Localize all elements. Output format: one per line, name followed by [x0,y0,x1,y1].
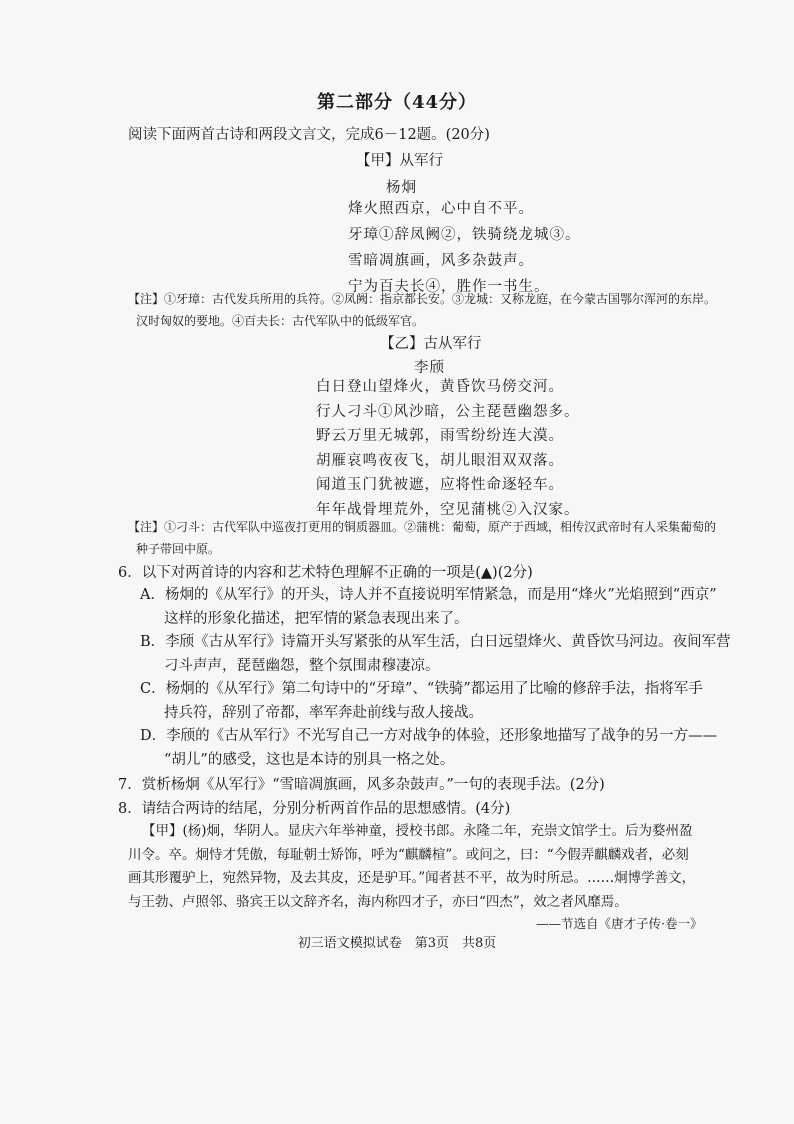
option-c [140,678,731,725]
poem-b-line: 野云万里无城郭，雨雪纷纷连大漠。 [316,428,564,444]
question-7: 7．赏析杨炯《从军行》“雪暗凋旗画，风多杂鼓声。”一句的表现手法。(2分) [118,777,605,793]
option-b [140,631,731,678]
option-line: 持兵符，辞别了帝都，率军奔赴前线与敌人接战。 [164,704,483,721]
question-6-stem: 6．以下对两首诗的内容和艺术特色理解不正确的一项是(▲)(2分) [118,565,533,581]
option-a [140,584,731,631]
poem-b-line: 年年战骨埋荒外，空见蒲桃②入汉家。 [316,501,580,518]
option-line: B．李颀《古从军行》诗篇开头写紧张的从军生活，白日远望烽火、黄昏饮马河边。夜间军营 [140,634,731,650]
poem-b-line: 行人刁斗①风沙暗，公主琵琶幽怨多。 [316,403,580,420]
poem-b-line: 白日登山望烽火，黄昏饮马傍交河。 [316,379,564,395]
passage-line: 【甲】(杨)炯，华阴人。显庆六年举神童，授校书郎。永隆二年，充崇文馆学士。后为婺州盈 [142,823,693,839]
section-title: 第二部分（44分） [316,92,478,113]
passage-line: 川令。卒。炯恃才凭傲，每耻朝士矫饰，呼为“麒麟楦”。或问之，曰：“今假弄麒麟戏者，必刻 [128,846,689,863]
passage-line: 与王勃、卢照邻、骆宾王以文辞齐名，海内称四才子，亦曰“四杰”，效之者风靡焉。 [128,893,628,910]
poem-a-line: 烽火照西京，心中自不平。 [348,201,534,217]
classical-passage [128,820,695,914]
option-line: C．杨炯的《从军行》第二句诗中的“牙璋”、“铁骑”都运用了比喻的修辞手法，指将军手 [140,681,703,697]
poem-a-notes [128,288,716,332]
note-line: 【注】①牙璋：古代发兵所用的兵符。②凤阙：指京都长安。③龙城：又称龙庭，在今蒙古国鄂尔浑河的东岸。 [128,292,717,306]
poem-a-body [348,190,581,300]
page-footer: 初三语文模拟试卷 第3页 共8页 [297,936,497,951]
passage-source: ——节选自《唐才子传·卷一》 [536,916,703,931]
note-line: 【注】①刁斗：古代军队中巡夜打更用的铜质器皿。②蒲桃：葡萄，原产于西域，相传汉武帝时有人采集葡萄的 [128,520,717,534]
option-line: 这样的形象化描述，把军情的紧急表现出来了。 [164,610,469,627]
option-line: A．杨炯的《从军行》的开头，诗人并不直接说明军情紧急，而是用“烽火”光焰照到“西京” [140,587,717,603]
option-line: 刁斗声声，琵琶幽怨，整个氛围肃穆凄凉。 [164,657,440,674]
poem-a-line: 牙璋①辞凤阙②，铁骑绕龙城③。 [348,227,581,243]
poem-a-line: 宁为百夫长④，胜作一书生。 [348,279,550,295]
poem-b-body [316,375,580,522]
passage-line: 画其形覆驴上，宛然异物，及去其皮，还是驴耳。”闻者甚不平，故为时所忌。……炯博学善文， [128,870,696,886]
poem-b-line: 胡雁哀鸣夜夜飞，胡儿眼泪双双落。 [316,452,564,469]
poem-b-title: 【乙】古从军行 [380,336,482,352]
option-line: “胡儿”的感受，这也是本诗的别具一格之处。 [164,751,455,768]
poem-b-line: 闻道玉门犹被遮，应将性命逐轻车。 [316,477,564,493]
poem-b-author: 李颀 [414,360,445,376]
option-line: D．李颀的《古从军行》不光写自己一方对战争的体验，还形象地描写了战争的另一方—— [140,728,718,744]
question-6-options [140,584,731,772]
poem-a-line: 雪暗凋旗画，风多杂鼓声。 [348,253,534,269]
note-line: 汉时匈奴的要地。④百夫长：古代军队中的低级军官。 [136,314,425,328]
poem-a-author: 杨炯 [386,180,417,196]
option-d [140,725,731,772]
question-8: 8．请结合两诗的结尾，分别分析两首作品的思想感情。(4分) [118,801,511,817]
poem-a-title: 【甲】从军行 [356,153,443,169]
intro-text: 阅读下面两首古诗和两段文言文，完成6－12题。(20分) [128,127,490,143]
poem-b-notes [128,516,716,560]
note-line: 种子带回中原。 [136,542,221,556]
